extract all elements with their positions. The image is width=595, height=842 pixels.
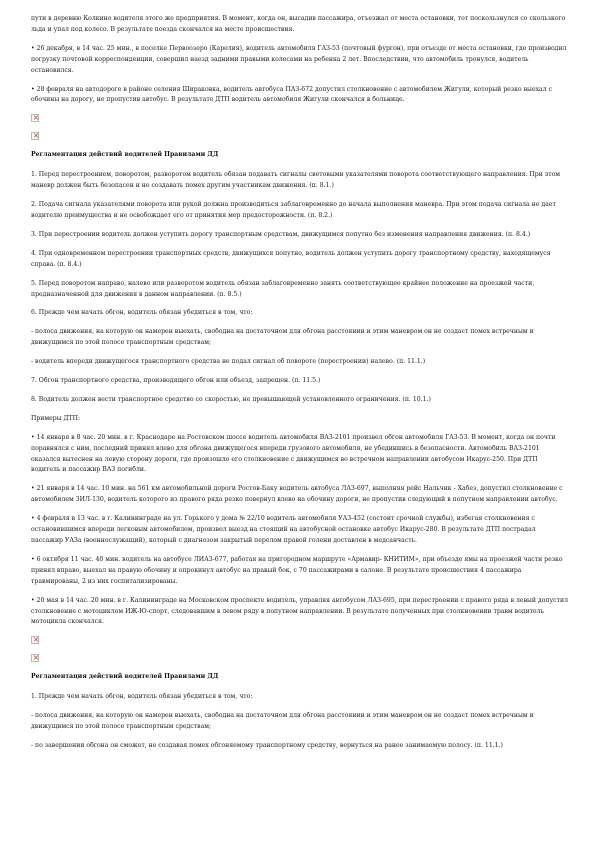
broken-image-icon [31,654,39,662]
rule-paragraph: 4. При одновременном перестроении транспортных средств, движущихся попутно, водитель должен уступить дорогу транспортному средству, находящемуся справа. (п. 8.4.) [31,249,551,268]
rule-paragraph: 1. Перед перестроением, поворотом, разворотом водитель обязан подавать сигналы световыми указателями поворота соответствующего направления. При этом маневр должен быть безопасен и не создавать помех другим участникам движения. (п. 8.1.) [31,171,561,190]
rule-subitem: - полоса движения, на которую он намерен выехать, свободна на достаточном для обгона расстоянии и этим маневром он не создаст помех встречным и движущимся по этой полосе транспортным средствам; [31,712,534,731]
rule-paragraph: 1. Прежде чем начать обгон, водитель обязан убедиться в том, что: [31,693,253,701]
rule-paragraph: 3. При перестроении водитель должен уступить дорогу транспортным средствам, движущимся попутно без изменения направления движения. (п. 8.4.) [31,230,531,238]
rule-paragraph: 6. Прежде чем начать обгон, водитель обязан убедиться в том, что: [31,309,253,317]
rule-paragraph: 7. Обгон транспортного средства, производящего обгон или объезд, запрещен. (п. 11.5.) [31,377,321,385]
rule-subitem: - водитель впереди движущегося транспортного средства не подал сигнал об повороте (перестроении) налево. (п. 11.1.) [31,358,426,366]
section-title: Регламентация действий водителей Правилами ДД [31,673,219,681]
broken-image-icon [31,132,39,140]
accident-example-paragraph: • 14 января в 8 час. 20 мин. в г. Краснодаре на Ростовском шоссе водитель автомобиля ВАЗ-2101 произвел обгон автомобиля ГАЗ-53. В момент, когда он почти поравнялся с ним, последний принял влево для обгона движущегося впереди грузового автомобиля, не убедившись в безопасности. Автомобиль ВАЗ-2101 оказался вытеснен на левую сторону дороги, где произошло его столкновение с движущимся во встречном направлении автобусом Икарус-250. При ДТП водитель и пассажир ВАЗ погибли. [31,433,556,474]
section-title: Регламентация действий водителей Правилами ДД [31,151,219,159]
rule-subitem: - полоса движения, на которую он намерен выехать, свободна на достаточном для обгона расстоянии и этим маневром он не создаст помех встречным и движущимся по этой полосе транспортным средствам; [31,328,534,347]
paragraph-intro-continuation: пути в деревню Колкино водителя этого же предприятия. В момент, когда он, высадив пассажира, отъезжал от места остановки, тот поскользнулся со скользкого льда и упал под колесо. В результате поезда скончался на месте происшествия. [31,15,566,33]
rule-paragraph: 8. Водитель должен вести транспортное средство со скоростью, не превышающей установленного ограничения. (п. 10.1.) [31,395,431,403]
accident-example-paragraph: • 28 февраля на автодороге в районе селения Шираковка, водитель автобуса ПАЗ-672 допустил столкновение с автомобилем Жигули, который резко выехал с обочины на дорогу, не пропустив автобус. В результате ДТП водитель автомобиля Жигули скончался в больнице. [31,85,552,104]
rule-subitem: - по завершении обгона он сможет, не создавая помех обгоняемому транспортному средству, вернуться на ранее занимаемую полосу. (п. 11.1.) [31,741,503,749]
accident-example-paragraph: • 20 мая в 14 час. 20 мин. в г. Калининграде на Московском проспекте водитель, управляя автобусом ЛАЗ-695, при перестроении с правого ряда в левый допустил столкновение с мотоциклом ИЖ-Ю-спорт, следовавшим в левом ряду в попутном направлении. В результате полученных при столкновении травм водитель мотоцикла скончался. [31,596,568,626]
rule-paragraph: 5. Перед поворотом направо, налево или разворотом водитель обязан заблаговременно занять соответствующее крайнее положение на проезжей части, предназначенной для движения в данном направлении. (п. 8.5.) [31,279,535,298]
broken-image-icon [31,114,39,122]
examples-heading: Примеры ДТП: [31,414,81,422]
accident-example-paragraph: • 21 января в 14 час. 10 мин. на 561 км автомобильной дороги Ростов-Баку водитель автобуса ЛАЗ-697, выполняя рейс Нальчик - Хабез, допустил столкновение с автомобилем ЗИЛ-130, водитель которого из правого ряда резко повернул влево на обочину дороги, не пропустив следующий в попутном направлении автобус. [31,485,563,504]
broken-image-icon [31,636,39,644]
accident-example-paragraph: • 6 октября 11 час. 40 мин. водитель на автобусе ЛИАЗ-677, работая на пригородном маршруте «Армавир- КНИТИМ», при объезде ямы на проезжей части резко принял вправо, выехал на правую обочину и опрокинул автобус на правый бок, с 70 пассажирами в салоне. В результате происшествия 4 пассажира травмированы, 2 из них госпитализированы. [31,555,563,585]
accident-example-paragraph: • 26 декабря, в 14 час. 25 мин., в поселке Первоозеро (Карелия), водитель автомобиля ГАЗ-53 (почтовый фургон), при отъезде от места остановки, где производил погрузку почтовой корреспонденции, совершил наезд задними правыми колесами на ребенка 2 лет. Впоследствии, что автомобиль тронулся, водитель остановился. [31,44,567,74]
rule-paragraph: 2. Подача сигнала указателями поворота или рукой должна производиться заблаговременно до начала выполнения маневра. При этом подача сигнала не дает водителю преимущества и не освобождает его от принятия мер предосторожности. (п. 8.2.) [31,201,556,219]
accident-example-paragraph: • 4 февраля в 13 час. в г. Калининграде на ул. Горького у дома № 22/10 водитель автомобиля УАЗ-452 (состоит срочной службы), избегая столкновения с остановившимся впереди легковым автомобилем, произвел выезд на стоящий на автобусной остановке автобус Икарус-280. В результате ДТП пострадал пассажир УАЗа (военнослужащий), который с диагнозом закрытый перелом правой голени доставлен в медсанчасть. [31,515,536,544]
